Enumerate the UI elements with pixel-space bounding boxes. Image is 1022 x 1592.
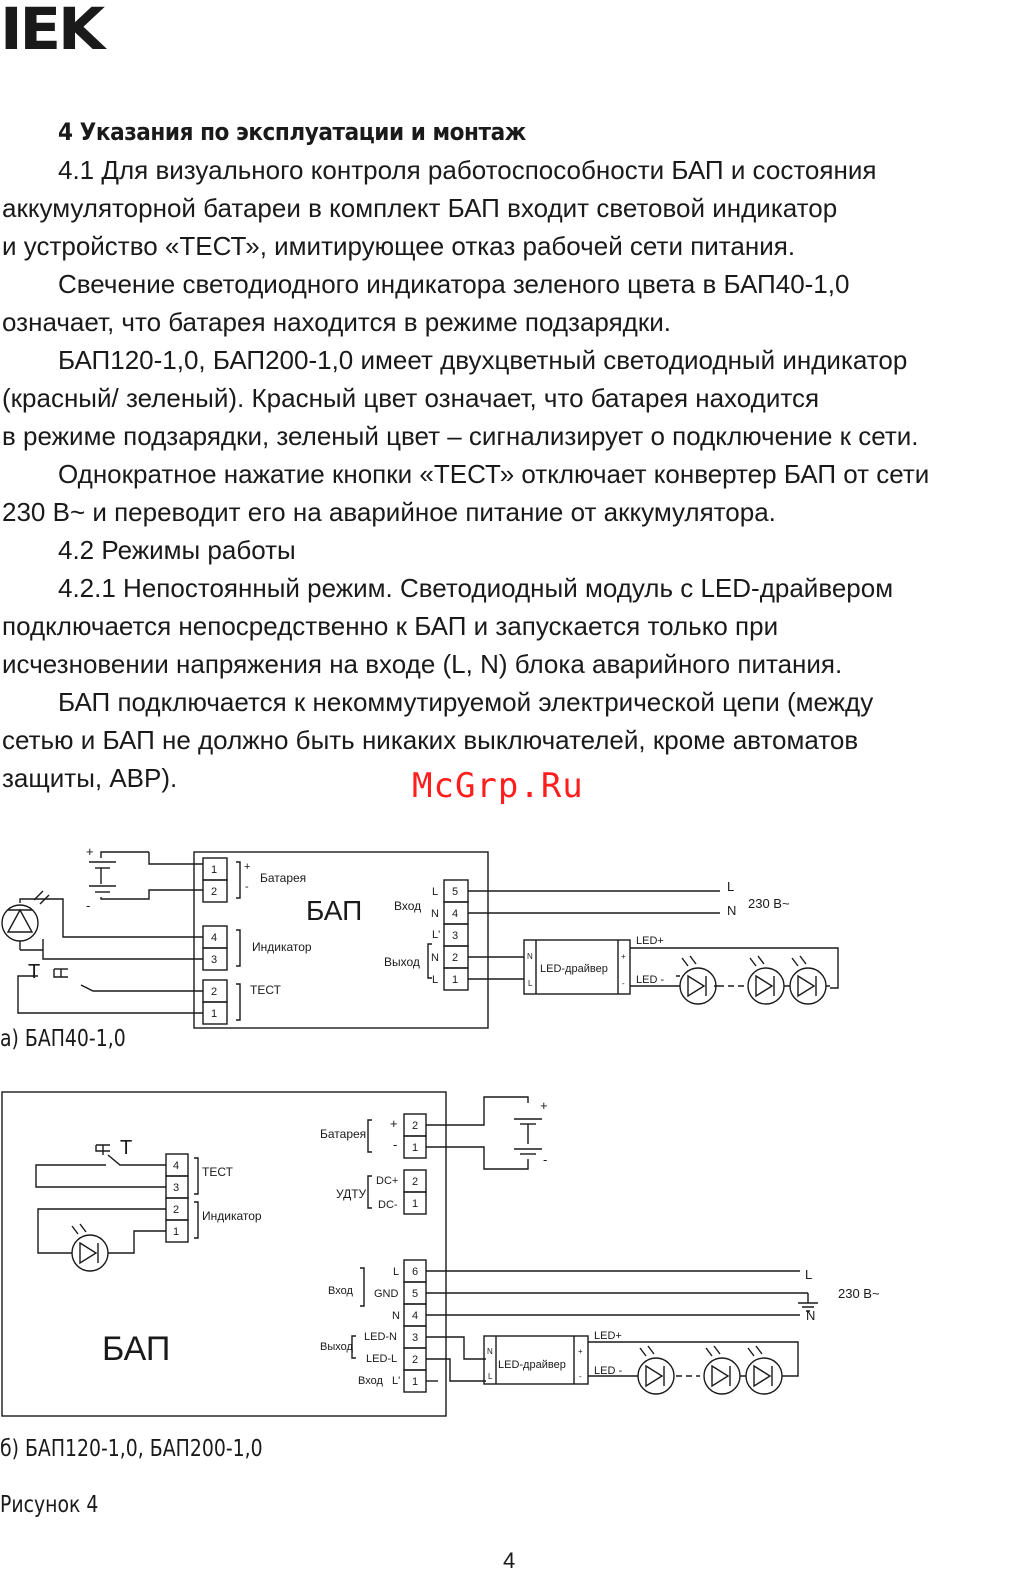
pin-label: L' (392, 1375, 401, 1387)
terminal: 2 (211, 986, 218, 998)
terminal: 1 (211, 1008, 218, 1020)
paragraph-line: подключается непосредственно к БАП и запускается только при (2, 611, 779, 641)
battery-plus: + (540, 1098, 548, 1113)
pin-label: L (393, 1266, 400, 1278)
terminal: 1 (412, 1198, 419, 1210)
bap-block-label: БАП (102, 1330, 171, 1368)
led-plus-label: LED+ (594, 1330, 622, 1342)
terminal: 6 (412, 1266, 419, 1278)
pin-label: LED-L (366, 1353, 398, 1365)
driver-pin: - (622, 979, 625, 988)
paragraph-line: БАП120-1,0, БАП200-1,0 имеет двухцветный светодиодный индикатор (58, 345, 908, 375)
plus-sign: + (390, 1116, 398, 1131)
battery-plus: + (86, 844, 94, 859)
indicator-label: Индикатор (252, 940, 312, 954)
pin-letter: N (431, 952, 439, 964)
line-n-label: N (727, 903, 737, 918)
paragraph-line: 4.2.1 Непостоянный режим. Светодиодный модуль с LED-драйвером (58, 573, 894, 603)
led-minus-label: LED - (594, 1365, 623, 1377)
paragraph-line: (красный/ зеленый). Красный цвет означает, что батарея находится (2, 383, 820, 413)
led-minus-label: LED - (636, 974, 665, 986)
terminal: 1 (412, 1376, 419, 1388)
wiring-diagram-bap40 (0, 820, 870, 1030)
minus-sign: - (393, 1137, 398, 1152)
paragraph-line: Свечение светодиодного индикатора зеленого цвета в БАП40-1,0 (58, 269, 850, 299)
pin-letter: N (431, 908, 439, 920)
terminal: 3 (211, 954, 218, 966)
plus-sign: + (244, 861, 251, 873)
dc-plus-label: DC+ (376, 1175, 399, 1187)
terminal: 2 (173, 1204, 180, 1216)
terminal: 5 (452, 886, 459, 898)
output-label: Выход (384, 955, 420, 969)
terminal: 3 (452, 930, 459, 942)
line-l-label: L (727, 879, 735, 894)
paragraph-line: означает, что батарея находится в режиме подзарядки. (2, 307, 671, 337)
section-title: 4 Указания по эксплуатации и монтаж (58, 118, 526, 146)
terminal: 3 (412, 1332, 419, 1344)
terminal: 2 (211, 886, 218, 898)
input2-label: Вход (358, 1375, 383, 1387)
terminal: 4 (412, 1310, 419, 1322)
pin-label: GND (374, 1288, 399, 1300)
terminal: 1 (173, 1226, 180, 1238)
led-plus-label: LED+ (636, 935, 664, 947)
battery-label: Батарея (320, 1127, 367, 1141)
page-number: 4 (503, 1548, 516, 1573)
terminal: 1 (211, 864, 218, 876)
driver-pin: N (487, 1347, 493, 1356)
paragraph-line: защиты, АВР). (2, 763, 178, 793)
test-label: ТЕСТ (250, 983, 281, 997)
pin-label: N (392, 1310, 400, 1322)
input-label: Вход (394, 899, 422, 913)
terminal: 3 (173, 1182, 180, 1194)
paragraph-line: Однократное нажатие кнопки «ТЕСТ» отключает конвертер БАП от сети (58, 459, 930, 489)
driver-pin: + (578, 1347, 583, 1356)
minus-sign: - (245, 881, 249, 893)
terminal: 2 (412, 1120, 419, 1132)
led-driver-label: LED-драйвер (540, 963, 608, 975)
voltage-label: 230 В~ (748, 896, 790, 911)
terminal: 4 (211, 932, 218, 944)
dc-minus-label: DC- (378, 1199, 398, 1211)
subsection-heading: 4.2 Режимы работы (58, 535, 296, 565)
terminal: 1 (412, 1142, 419, 1154)
bap-block-label: БАП (306, 895, 363, 926)
watermark: McGrp.Ru (412, 766, 584, 806)
input-label: Вход (328, 1285, 353, 1297)
battery-minus: - (543, 1152, 548, 1167)
paragraph-line: 230 В~ и переводит его на аварийное питание от аккумулятора. (2, 497, 776, 527)
bap-block (2, 1092, 446, 1416)
paragraph-line: исчезновении напряжения на входе (L, N) блока аварийного питания. (2, 649, 843, 679)
paragraph-line: 4.1 Для визуального контроля работоспособности БАП и состояния (58, 155, 877, 185)
caption-b: б) БАП120-1,0, БАП200-1,0 (0, 1436, 263, 1462)
caption-a: а) БАП40-1,0 (0, 1026, 126, 1052)
iek-logo: IEK (0, 0, 103, 63)
terminal: 2 (452, 952, 459, 964)
wiring-diagram-bap120-200 (0, 1086, 880, 1426)
paragraph-line: БАП подключается к некоммутируемой электрической цепи (между (58, 687, 874, 717)
test-key-label: Т (120, 1137, 133, 1159)
figure-label: Рисунок 4 (0, 1492, 99, 1518)
udtu-label: УДТУ (336, 1187, 367, 1201)
line-n-label: N (806, 1308, 816, 1323)
pin-letter: L (432, 974, 439, 986)
pin-label: LED-N (364, 1331, 398, 1343)
driver-pin: + (621, 952, 626, 961)
terminal: 5 (412, 1288, 419, 1300)
terminal: 4 (173, 1160, 180, 1172)
test-label: ТЕСТ (202, 1165, 233, 1179)
terminal: 4 (452, 908, 459, 920)
driver-pin: - (579, 1372, 582, 1381)
voltage-label: 230 В~ (838, 1286, 880, 1301)
driver-pin: L (488, 1372, 493, 1381)
indicator-label: Индикатор (202, 1209, 262, 1223)
pin-letter: L (432, 886, 439, 898)
paragraph-line: аккумуляторной батареи в комплект БАП входит световой индикатор (2, 193, 838, 223)
terminal: 2 (412, 1176, 419, 1188)
driver-pin: N (527, 952, 533, 961)
paragraph-line: сетью и БАП не должно быть никаких выключателей, кроме автоматов (2, 725, 859, 755)
test-key-label: Т (28, 961, 41, 983)
line-l-label: L (805, 1267, 813, 1282)
pin-letter: L' (432, 929, 441, 941)
terminal: 2 (412, 1354, 419, 1366)
output-label: Выход (320, 1341, 353, 1353)
terminal: 1 (452, 974, 459, 986)
paragraph-line: в режиме подзарядки, зеленый цвет – сигнализирует о подключение к сети. (2, 421, 919, 451)
battery-minus: - (86, 898, 91, 913)
led-driver-label: LED-драйвер (498, 1359, 566, 1371)
paragraph-line: и устройство «ТЕСТ», имитирующее отказ рабочей сети питания. (2, 231, 796, 261)
battery-label: Батарея (260, 871, 307, 885)
driver-pin: L (528, 979, 533, 988)
